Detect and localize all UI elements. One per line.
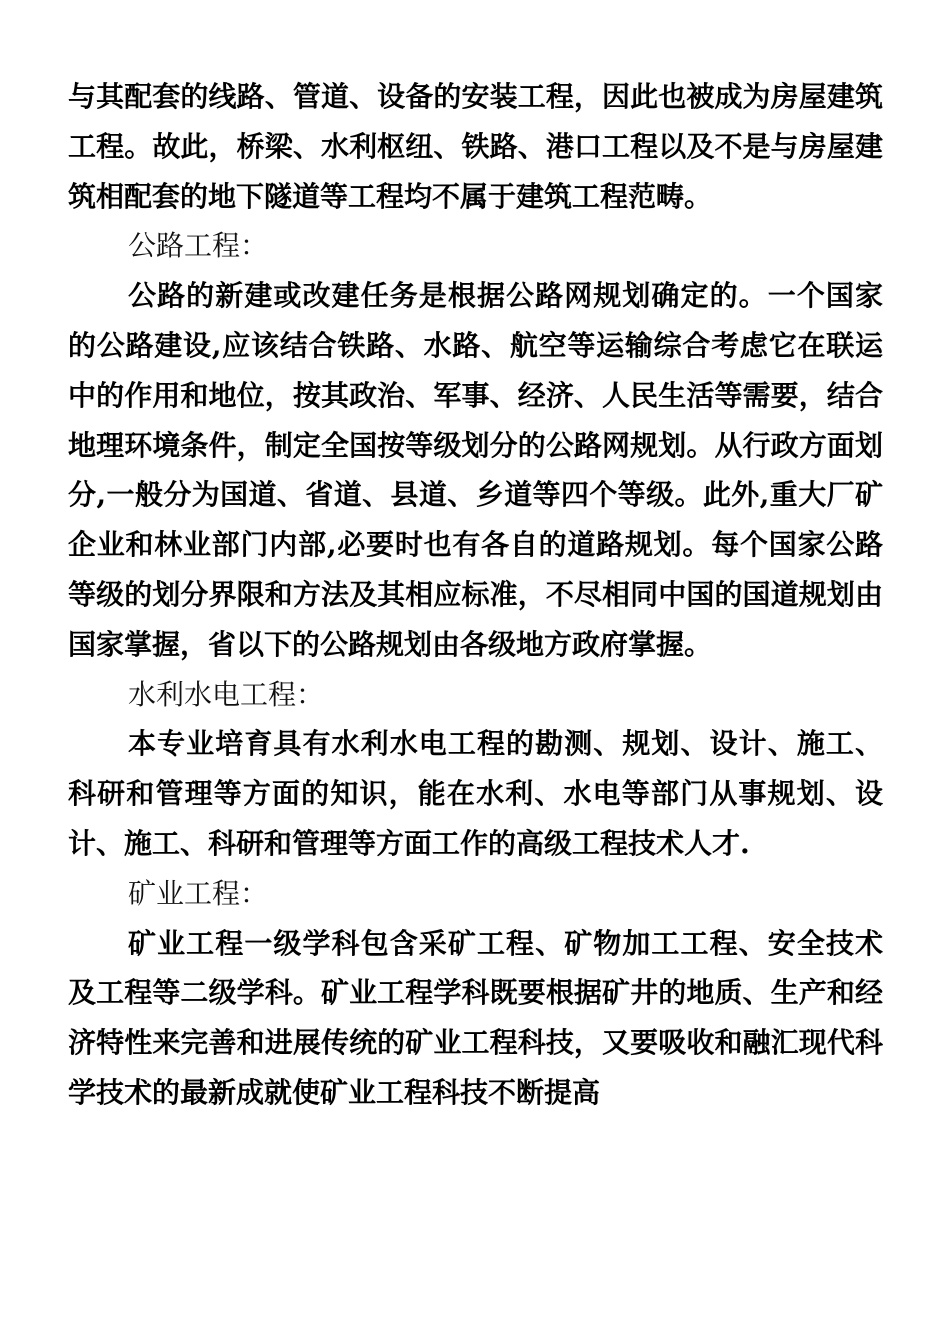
paragraph-mining: 矿业工程一级学科包含采矿工程、矿物加工工程、安全技术及工程等二级学科。矿业工程学科既要根据矿井的地质、生产和经济特性来完善和进展传统的矿业工程科技，又要吸收和融汇现代科学技术的最新成就使矿业工程科技不断提高: [68, 926, 883, 1109]
heading-mining-engineering: 矿业工程：: [128, 876, 269, 910]
paragraph-highway: 公路的新建或改建任务是根据公路网规划确定的。一个国家的公路建设,应该结合铁路、水路、航空等运输综合考虑它在联运中的作用和地位，按其政治、军事、经济、人民生活等需要，结合地理环境条件，制定全国按等级划分的公路网规划。从行政方面划分,一般分为国道、省道、县道、乡道等四个等级。此外,重大厂矿企业和林业部门内部,必要时也有各自的道路规划。每个国家公路等级的划分界限和方法及其相应标准，不尽相同中国的国道规划由国家掌握，省以下的公路规划由各级地方政府掌握。: [68, 279, 883, 661]
heading-water-conservancy: 水利水电工程：: [128, 677, 325, 711]
paragraph-building-continued: 与其配套的线路、管道、设备的安装工程，因此也被成为房屋建筑工程。故此，桥梁、水利枢纽、铁路、港口工程以及不是与房屋建筑相配套的地下隧道等工程均不属于建筑工程范畴。: [68, 80, 883, 213]
document-page: [68, 72, 883, 1118]
heading-highway-engineering: 公路工程：: [128, 229, 269, 263]
paragraph-water-conservancy: 本专业培育具有水利水电工程的勘测、规划、设计、施工、科研和管理等方面的知识，能在水利、水电等部门从事规划、设计、施工、科研和管理等方面工作的高级工程技术人才.: [68, 727, 883, 860]
